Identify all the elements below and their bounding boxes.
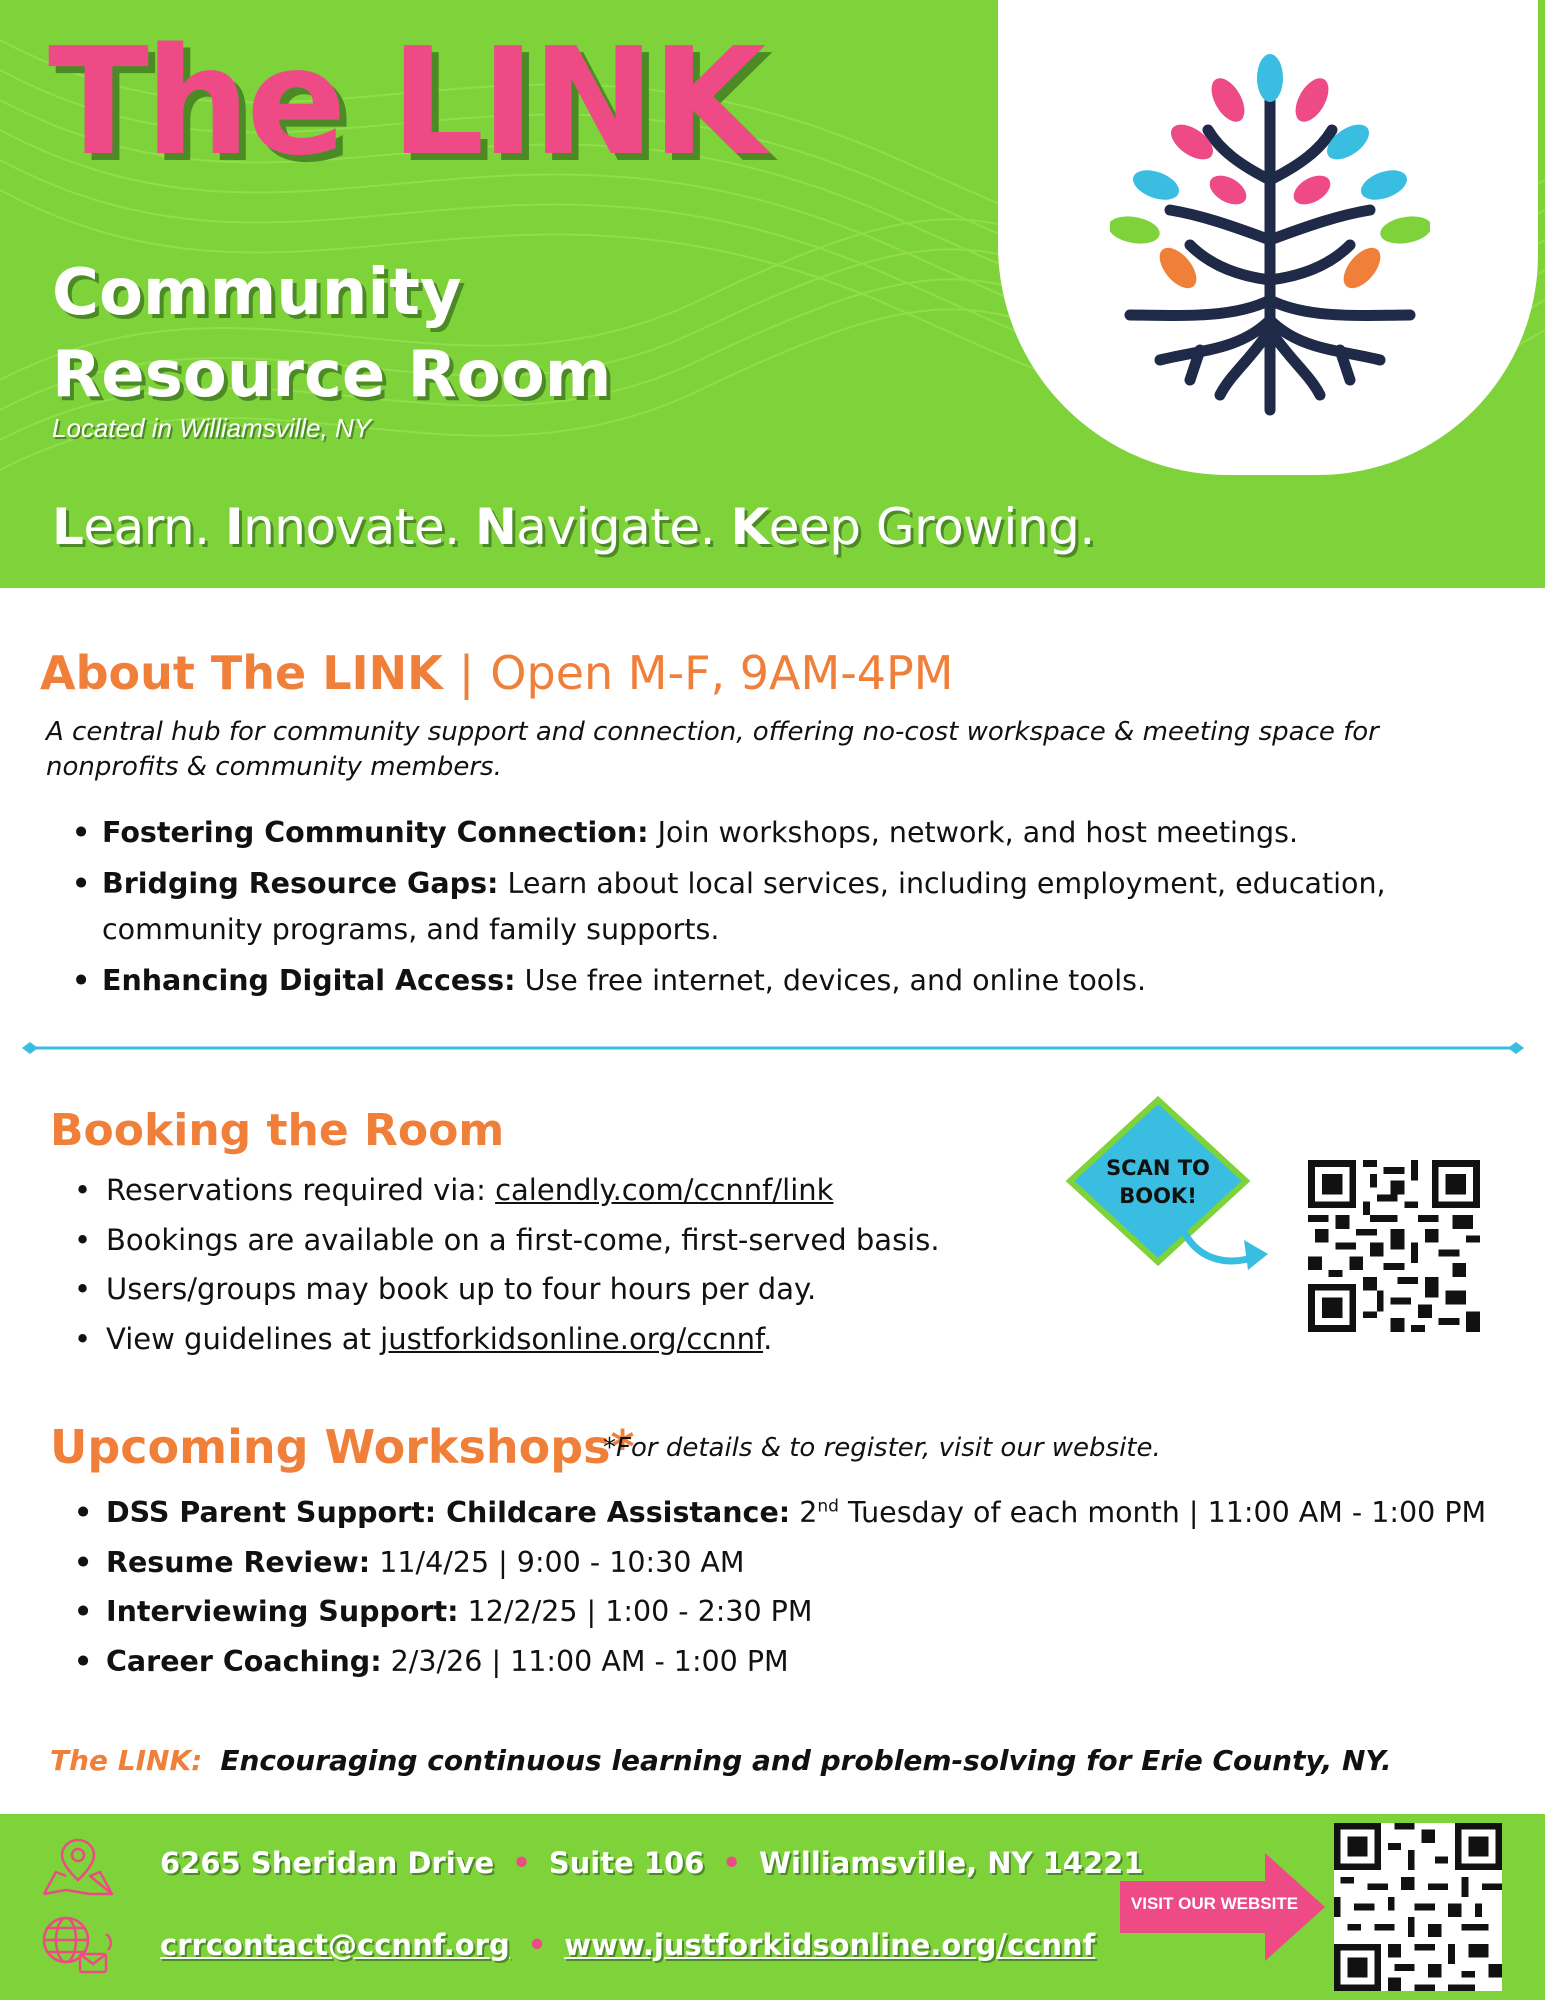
scan-line-1: SCAN TO (1106, 1156, 1210, 1180)
about-list (60, 810, 1500, 1009)
subtitle-line-1: Community (52, 256, 462, 330)
scan-line-2: BOOK! (1119, 1184, 1197, 1208)
about-description: A central hub for community support and connection, offering no-cost workspace & meeting space for nonprofits & community members. (46, 717, 1379, 782)
workshops-list (70, 1488, 1530, 1686)
list-item: • DSS Parent Support: Childcare Assistance: 2nd Tuesday of each month | 11:00 AM - 1:00 PM (70, 1488, 1530, 1538)
footer-bullet: • (527, 1928, 547, 1962)
footer-contact (160, 1928, 1095, 1962)
tagline-word-keep-growing: Keep Growing. (730, 498, 1095, 556)
list-item: • Bridging Resource Gaps: Learn about local services, including employment, education, community programs, and family supports. (60, 861, 1500, 953)
guidelines-link[interactable]: justforkidsonline.org/ccnnf (380, 1321, 764, 1356)
footer-website-link[interactable]: www.justforkidsonline.org/ccnnf (564, 1928, 1096, 1962)
list-item: • Interviewing Support: 12/2/25 | 1:00 - 2:30 PM (70, 1587, 1530, 1637)
map-pin-icon (40, 1836, 116, 1898)
list-item: • Reservations required via: calendly.com/ccnnf/link (70, 1166, 1030, 1216)
tagline-word-innovate: Innovate. (224, 498, 460, 556)
tagline-word-navigate: Navigate. (474, 498, 716, 556)
workshops-heading: Upcoming Workshops* (50, 1420, 635, 1474)
qr-code-icon[interactable] (1308, 1160, 1480, 1332)
list-item: • Career Coaching: 2/3/26 | 11:00 AM - 1:00 PM (70, 1637, 1530, 1687)
booking-list (70, 1166, 1030, 1364)
calendly-link[interactable]: calendly.com/ccnnf/link (495, 1173, 834, 1207)
arrow-right-icon (1180, 1228, 1270, 1274)
footer-email-link[interactable]: crrcontact@ccnnf.org (160, 1928, 510, 1962)
closing-statement (50, 1744, 1392, 1777)
booking-heading: Booking the Room (50, 1105, 505, 1156)
visit-website-label[interactable]: VISIT OUR WEBSITE (1130, 1894, 1299, 1913)
closing-brand: The LINK: (50, 1744, 203, 1777)
section-divider (22, 1040, 1524, 1056)
qr-code-icon[interactable] (1334, 1823, 1502, 1991)
footer-city: Williamsville, NY 14221 (758, 1846, 1144, 1880)
footer-bullet: • (722, 1846, 741, 1880)
globe-contact-icon (40, 1914, 116, 1978)
workshops-note: *For details & to register, visit our website. (603, 1433, 1161, 1463)
list-item: • Bookings are available on a first-come, first-served basis. (70, 1216, 1030, 1266)
about-title: About The LINK (40, 646, 443, 700)
footer-address (160, 1846, 1144, 1880)
page-subtitle (52, 252, 672, 416)
about-hours: Open M-F, 9AM-4PM (490, 646, 954, 700)
scan-to-book-label (1086, 1154, 1230, 1210)
list-item: • View guidelines at justforkidsonline.org/ccnnf. (70, 1315, 1030, 1365)
tree-logo-icon (1110, 50, 1430, 420)
tagline-word-learn: Learn. (52, 498, 210, 556)
about-heading (40, 646, 954, 700)
about-separator: | (458, 646, 475, 700)
list-item: • Resume Review: 11/4/25 | 9:00 - 10:30 AM (70, 1538, 1530, 1588)
page-title: The LINK (48, 16, 763, 188)
tagline (52, 498, 1095, 556)
location-text: Located in Williamsville, NY (52, 413, 372, 443)
footer-suite: Suite 106 (548, 1846, 705, 1880)
list-item: • Enhancing Digital Access: Use free internet, devices, and online tools. (60, 958, 1500, 1004)
footer-bullet: • (512, 1846, 531, 1880)
list-item: • Users/groups may book up to four hours per day. (70, 1265, 1030, 1315)
footer-street: 6265 Sheridan Drive (160, 1846, 495, 1880)
subtitle-line-2: Resource Room (52, 338, 612, 412)
closing-text: Encouraging continuous learning and problem-solving for Erie County, NY. (220, 1744, 1392, 1777)
list-item: • Fostering Community Connection: Join workshops, network, and host meetings. (60, 810, 1500, 856)
